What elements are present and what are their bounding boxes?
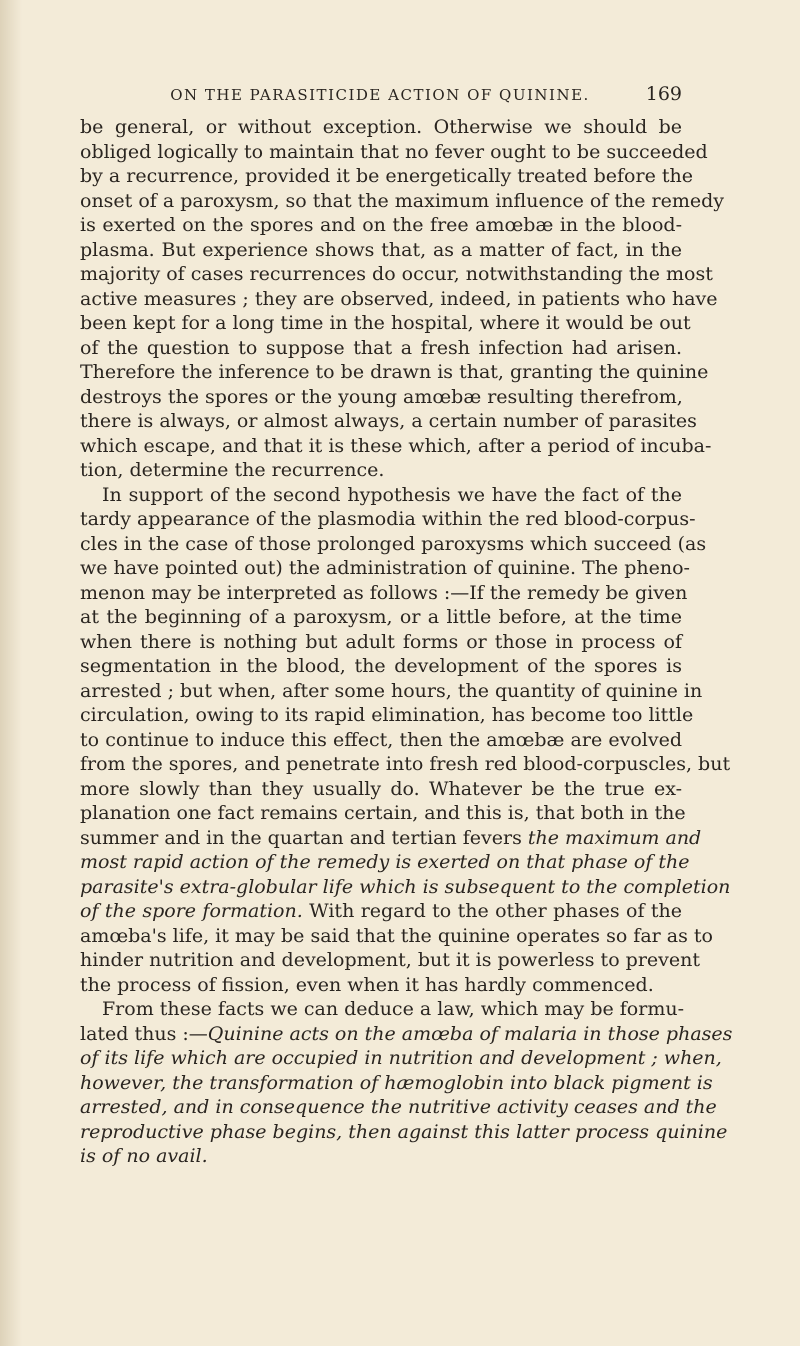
text-line [80, 213, 682, 238]
text-line [80, 1120, 728, 1145]
page-gutter-shadow [0, 0, 22, 1346]
text-line [80, 507, 696, 532]
text-line [80, 336, 682, 361]
text-line-roman: segmentation in the blood, the development of the spores is [80, 655, 682, 677]
text-line-roman: be general, or without exception. Otherwise we should be [80, 116, 682, 138]
text-line [80, 826, 702, 851]
text-line [80, 679, 703, 704]
text-line [80, 140, 708, 165]
text-line [80, 189, 725, 214]
text-line-italic: most rapid action of the remedy is exerted on that phase of the [80, 851, 690, 873]
text-line-italic: however, the transformation of hæmoglobin into black pigment is [80, 1071, 713, 1094]
text-line [80, 850, 690, 875]
running-title: ON THE PARASITICIDE ACTION OF QUININE. [170, 86, 590, 104]
text-line [80, 801, 686, 826]
text-line-roman: amœba's life, it may be said that the quinine operates so far as to [80, 924, 713, 947]
text-line-roman: which escape, and that it is these which, after a period of incuba- [80, 434, 712, 457]
text-line-italic: reproductive phase begins, then against this latter process quinine [80, 1120, 728, 1143]
text-line-roman: by a recurrence, provided it be energetically treated before the [80, 165, 693, 187]
text-line [80, 385, 682, 410]
text-line-roman: tardy appearance of the plasmodia within the red blood-corpus- [80, 508, 696, 530]
text-line-roman: Therefore the inference to be drawn is that, granting the quinine [80, 361, 709, 383]
text-line-roman: onset of a paroxysm, so that the maximum influence of the remedy [80, 189, 725, 212]
text-line [80, 654, 682, 679]
text-line [80, 262, 713, 287]
text-line-roman: the process of fission, even when it has hardly commenced. [80, 973, 654, 996]
text-line [80, 311, 691, 336]
text-line [80, 458, 682, 483]
text-line [80, 948, 701, 973]
text-line-italic: arrested, and in consequence the nutritive activity ceases and the [80, 1096, 717, 1118]
text-line [80, 973, 682, 998]
text-line [80, 287, 718, 312]
text-line [80, 532, 707, 557]
text-line-roman: active measures ; they are observed, indeed, in patients who have [80, 287, 718, 310]
body-text [80, 115, 733, 1169]
text-line-roman: there is always, or almost always, a certain number of parasites [80, 410, 697, 432]
text-line-italic: of the spore formation. [80, 900, 303, 922]
text-line-italic: parasite's extra-globular life which is subsequent to the completion [80, 875, 731, 898]
text-line [80, 434, 712, 459]
text-line [80, 777, 682, 802]
text-line-roman: tion, determine the recurrence. [80, 459, 385, 481]
text-line [80, 1144, 682, 1169]
text-line-italic: the maximum and [527, 826, 702, 849]
text-line-roman: from the spores, and penetrate into fresh red blood-corpuscles, but [80, 753, 731, 775]
text-line-roman: hinder nutrition and development, but it is powerless to prevent [80, 949, 701, 971]
text-line [80, 115, 682, 140]
text-line [80, 703, 694, 728]
text-line-roman: destroys the spores or the young amœbæ resulting therefrom, [80, 385, 683, 408]
text-line [80, 752, 731, 777]
text-line [80, 899, 682, 924]
text-line-roman: obliged logically to maintain that no fever ought to be succeeded [80, 140, 708, 163]
text-line-roman: more slowly than they usually do. Whatever be the true ex- [80, 777, 682, 800]
text-line [80, 483, 682, 508]
text-line [80, 728, 682, 753]
page-number: 169 [645, 83, 682, 105]
text-line-roman: when there is nothing but adult forms or those in process of [80, 630, 682, 653]
text-line-roman: at the beginning of a paroxysm, or a little before, at the time [80, 606, 682, 628]
text-line-roman: From these facts we can deduce a law, which may be formu- [102, 998, 685, 1020]
text-line-roman: been kept for a long time in the hospital, where it would be out [80, 312, 691, 334]
text-line [80, 924, 713, 949]
text-line-italic: of its life which are occupied in nutrition and development ; when, [80, 1047, 722, 1069]
text-line-roman: majority of cases recurrences do occur, notwithstanding the most [80, 263, 713, 285]
text-line [80, 164, 693, 189]
text-line-roman: we have pointed out) the administration of quinine. The pheno- [80, 557, 690, 579]
text-line [80, 238, 682, 263]
text-line-roman: arrested ; but when, after some hours, the quantity of quinine in [80, 679, 703, 702]
text-line-roman: summer and in the quartan and tertian fevers [80, 826, 528, 849]
text-line-roman-after: With regard to the other phases of the [302, 900, 682, 922]
text-line-italic: is of no avail. [80, 1145, 208, 1167]
text-line [80, 605, 682, 630]
text-line [80, 875, 731, 900]
text-line-roman: planation one fact remains certain, and this is, that both in the [80, 802, 686, 824]
running-head [78, 83, 682, 112]
text-line-roman: to continue to induce this effect, then the amœbæ are evolved [80, 728, 682, 751]
text-line [80, 409, 697, 434]
text-line-roman: is exerted on the spores and on the free amœbæ in the blood- [80, 214, 682, 236]
text-line [80, 1071, 713, 1096]
text-line-roman: of the question to suppose that a fresh infection had arisen. [80, 336, 682, 359]
text-line [80, 997, 685, 1022]
text-line [80, 630, 682, 655]
text-line [80, 556, 690, 581]
text-line [80, 1046, 722, 1071]
text-line [80, 1022, 733, 1047]
text-line-roman: menon may be interpreted as follows :—If the remedy be given [80, 581, 688, 604]
text-line-roman: lated thus :— [80, 1022, 208, 1045]
text-line-roman: circulation, owing to its rapid elimination, has become too little [80, 704, 694, 726]
text-line [80, 1095, 717, 1120]
text-line [80, 581, 688, 606]
text-line-roman: In support of the second hypothesis we have the fact of the [102, 483, 682, 506]
text-line-italic: Quinine acts on the amœba of malaria in those phases [207, 1022, 733, 1045]
text-line-roman: plasma. But experience shows that, as a matter of fact, in the [80, 238, 682, 261]
text-line-roman: cles in the case of those prolonged paroxysms which succeed (as [80, 532, 707, 555]
text-line [80, 360, 709, 385]
